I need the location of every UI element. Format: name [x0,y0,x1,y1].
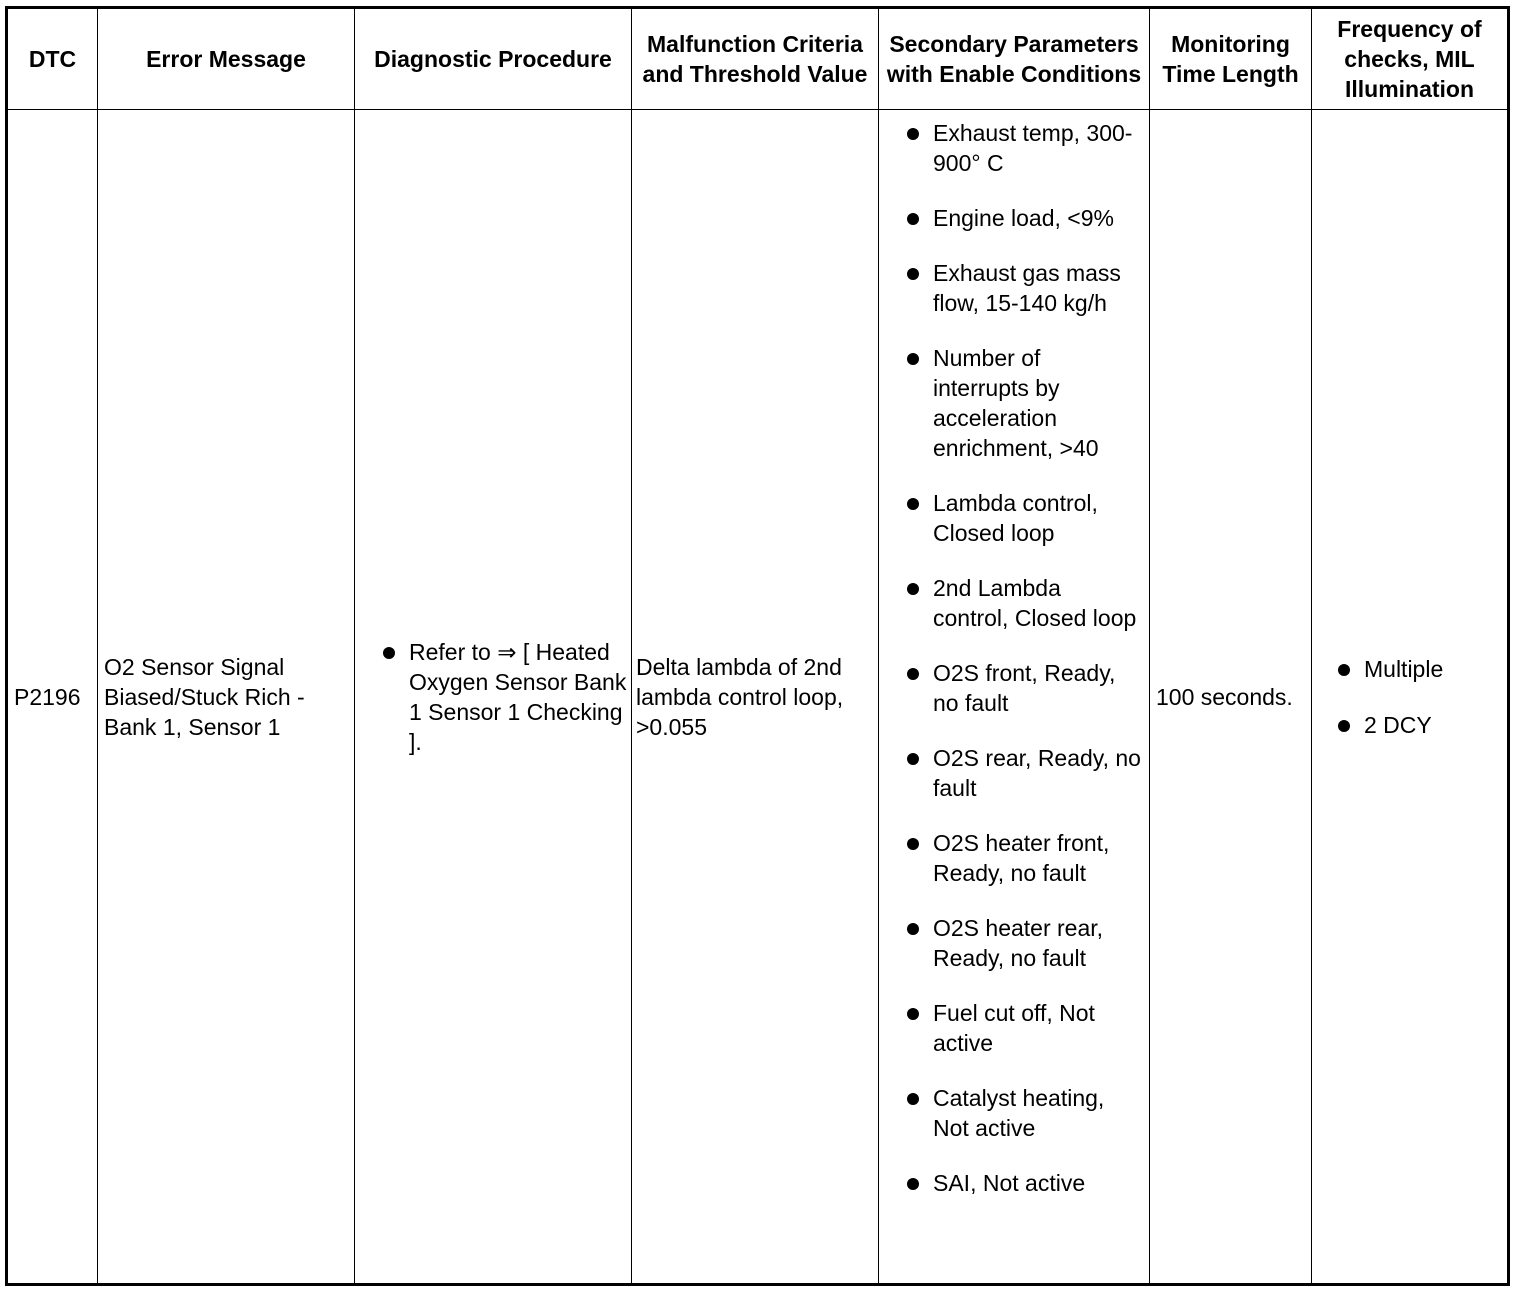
list-item [899,573,1141,633]
header-dtc: DTC [7,8,98,110]
secondary-parameter: 2nd Lambda control, Closed loop [933,575,1137,631]
secondary-parameter: Exhaust temp, 300-900° C [933,120,1133,176]
secondary-parameter: SAI, Not active [933,1170,1086,1196]
header-secondary-parameters: Secondary Parameters with Enable Conditions [879,8,1150,110]
table-row [7,110,1509,1285]
secondary-parameter: O2S rear, Ready, no fault [933,745,1141,801]
bullet-icon [907,1093,919,1105]
secondary-parameter: Lambda control, Closed loop [933,490,1098,546]
secondary-parameter: O2S heater rear, Ready, no fault [933,915,1104,971]
list-item [899,658,1141,718]
secondary-parameter: Engine load, <9% [933,205,1114,231]
bullet-icon [907,353,919,365]
list-item [1330,654,1507,684]
bullet-icon [907,668,919,680]
dtc-code: P2196 [7,110,98,1285]
header-malfunction-criteria: Malfunction Criteria and Threshold Value [632,8,879,110]
list-item [899,1168,1141,1198]
dtc-table [5,6,1510,1286]
header-diagnostic-procedure: Diagnostic Procedure [355,8,632,110]
bullet-icon [907,923,919,935]
secondary-parameter: O2S heater front, Ready, no fault [933,830,1110,886]
frequency-item: Multiple [1364,655,1444,682]
bullet-icon [907,1008,919,1020]
bullet-icon [907,753,919,765]
header-row [7,8,1509,110]
frequency-cell [1312,110,1509,1285]
bullet-icon [907,583,919,595]
bullet-icon [907,1178,919,1190]
bullet-icon [383,647,395,659]
diagnostic-procedure-cell [355,110,632,1285]
diagnostic-procedure-text: Refer to ⇒ [ Heated Oxygen Sensor Bank 1 Sensor 1 Checking ]. [409,638,627,755]
monitoring-time: 100 seconds. [1150,110,1312,1285]
bullet-icon [907,128,919,140]
frequency-item: 2 DCY [1364,711,1432,738]
list-item [899,998,1141,1058]
list-item [899,1083,1141,1143]
list-item [899,258,1141,318]
list-item [899,118,1141,178]
list-item [899,913,1141,973]
list-item [899,743,1141,803]
list-item [899,343,1141,463]
secondary-parameter: Number of interrupts by acceleration enrichment, >40 [933,345,1099,461]
secondary-parameter: Fuel cut off, Not active [933,1000,1095,1056]
secondary-parameter: Catalyst heating, Not active [933,1085,1105,1141]
secondary-parameter: Exhaust gas mass flow, 15-140 kg/h [933,260,1121,316]
list-item [899,488,1141,548]
secondary-parameters-cell [879,110,1150,1285]
bullet-icon [907,268,919,280]
bullet-icon [1338,720,1350,732]
list-item [899,203,1141,233]
error-message: O2 Sensor Signal Biased/Stuck Rich - Bank 1, Sensor 1 [98,110,355,1285]
header-frequency: Frequency of checks, MIL Illumination [1312,8,1509,110]
list-item [1330,710,1507,740]
header-error-message: Error Message [98,8,355,110]
frequency-list [1330,654,1507,740]
bullet-icon [1338,664,1350,676]
bullet-icon [907,838,919,850]
secondary-parameter: O2S front, Ready, no fault [933,660,1116,716]
bullet-icon [907,213,919,225]
malfunction-criteria: Delta lambda of 2nd lambda control loop, >0.055 [632,110,879,1285]
secondary-parameters-list [899,118,1141,1198]
bullet-icon [907,498,919,510]
header-monitoring-time: Monitoring Time Length [1150,8,1312,110]
diagnostic-procedure-list [355,637,631,757]
list-item [375,637,627,757]
list-item [899,828,1141,888]
